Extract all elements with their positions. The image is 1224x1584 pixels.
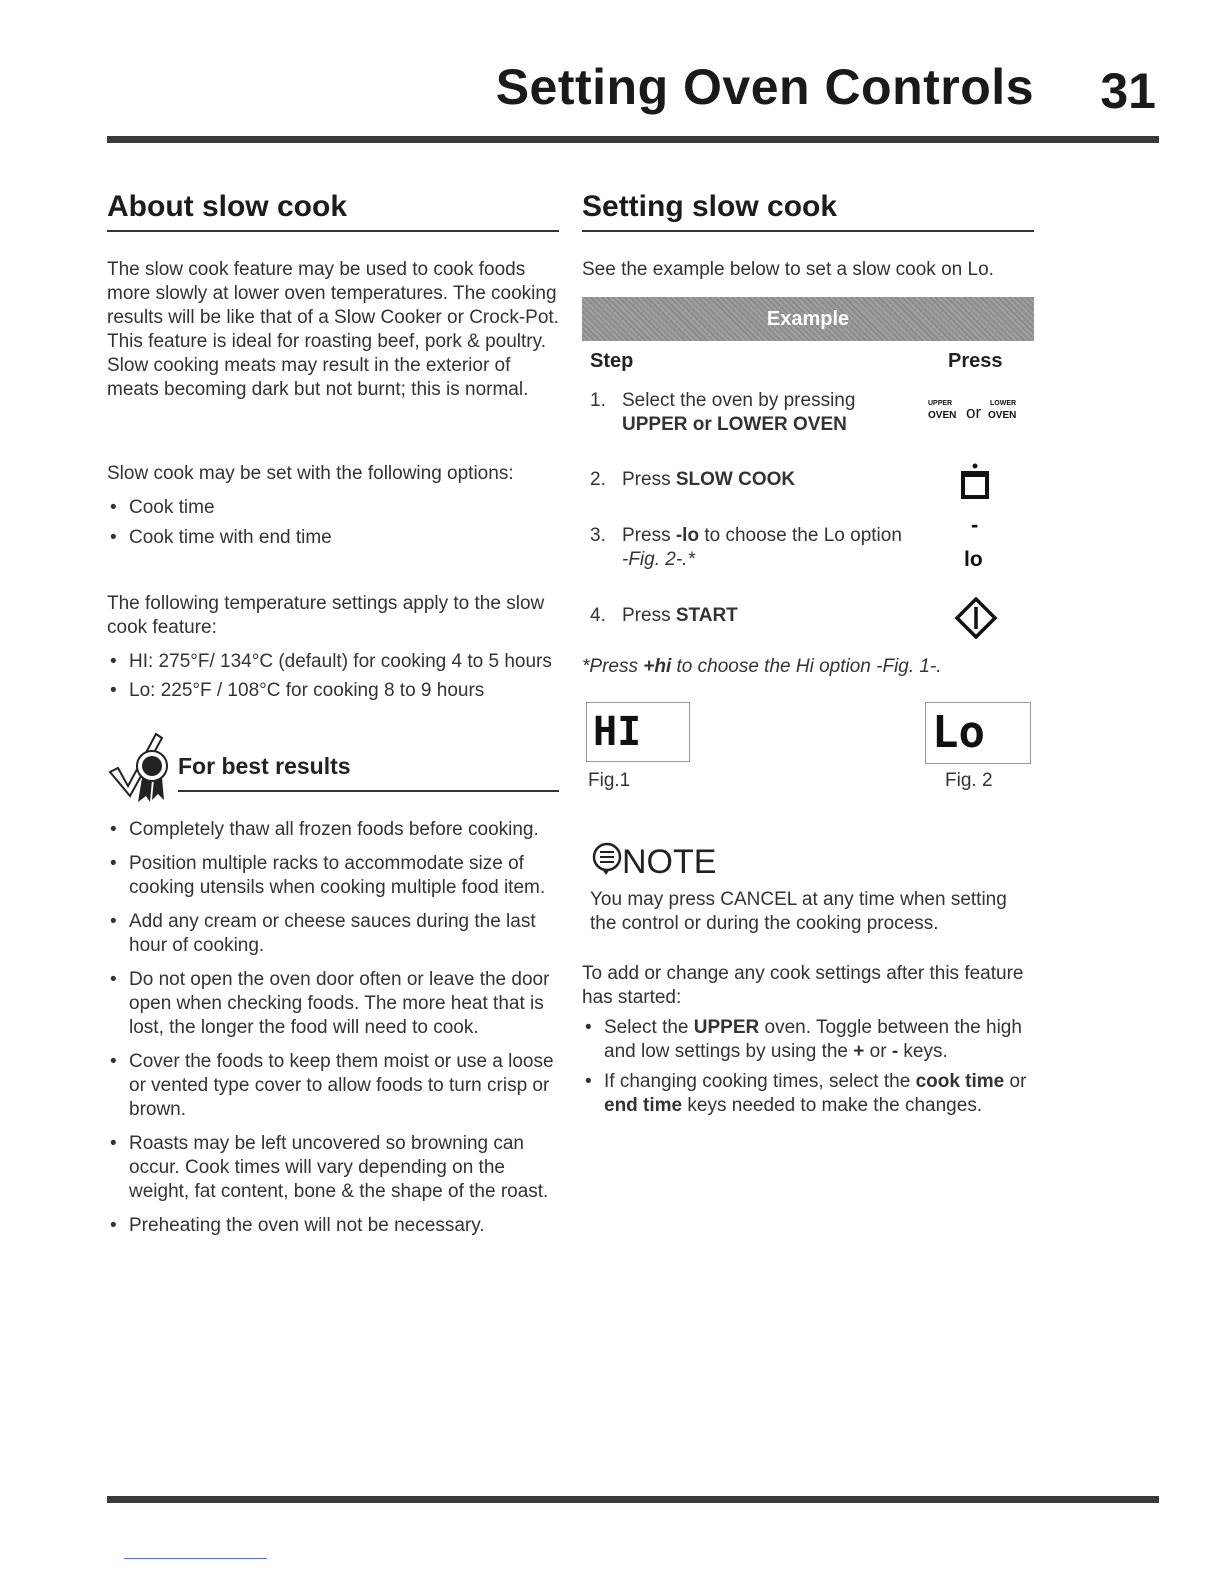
tip-text: Do not open the oven door often or leave the door open when checking foods. The more heat that is lost, the longer the food will need to cook. xyxy=(129,969,550,1038)
upper-lower-oven-keys xyxy=(928,398,1028,428)
options-block xyxy=(107,462,559,550)
footnote-text: *Press xyxy=(582,656,644,677)
list-item xyxy=(107,910,559,958)
lo-key: lo xyxy=(964,548,983,571)
bullet: • xyxy=(110,1215,117,1236)
step-text: Press xyxy=(622,605,676,626)
list-item xyxy=(107,818,559,842)
note-icon xyxy=(590,842,624,876)
example-header: Example xyxy=(582,297,1034,341)
list-item xyxy=(582,1016,1034,1064)
change-key: UPPER xyxy=(693,1017,760,1038)
start-icon xyxy=(955,597,997,639)
ribbon-check-icon xyxy=(106,728,174,804)
bullet: • xyxy=(110,651,117,672)
minus-key: - xyxy=(971,512,979,537)
step-key: -lo xyxy=(675,525,700,546)
step-number: 3. xyxy=(590,525,606,546)
upper-key-small: UPPER xyxy=(928,400,953,407)
bullet: • xyxy=(110,819,117,840)
list-item xyxy=(107,679,559,703)
bullet: • xyxy=(585,1017,592,1038)
setting-intro: See the example below to set a slow cook on Lo. xyxy=(582,259,994,280)
step-3 xyxy=(590,524,910,572)
about-title: About slow cook xyxy=(107,190,559,232)
step-text: Press xyxy=(622,525,676,546)
lower-key-small: LOWER xyxy=(990,400,1017,407)
upper-key-big: OVEN xyxy=(928,410,957,421)
setting-title: Setting slow cook xyxy=(582,190,1034,232)
step-text: to choose the Lo option xyxy=(699,525,902,546)
bullet: • xyxy=(110,969,117,990)
slow-cook-pot-icon xyxy=(957,462,993,500)
change-text: oven. Toggle between the high and low settings by using the xyxy=(604,1017,1022,1062)
bullet: • xyxy=(585,1071,592,1092)
step-4 xyxy=(590,604,910,628)
bullet: • xyxy=(110,497,117,518)
page-number: 31 xyxy=(1100,63,1156,119)
fig2-display xyxy=(925,702,1031,764)
option-text: Cook time xyxy=(129,497,215,518)
page-title: Setting Oven Controls xyxy=(495,59,1034,115)
fig1-display-text: HI xyxy=(593,709,642,755)
option-text: Cook time with end time xyxy=(129,527,332,548)
note-block xyxy=(590,888,1034,936)
footnote xyxy=(582,656,942,678)
setting-section xyxy=(582,190,1034,232)
end-time-key: end time xyxy=(604,1095,683,1116)
best-results-rule xyxy=(178,790,559,792)
about-section xyxy=(107,190,559,232)
about-intro-block xyxy=(107,258,559,402)
step-number: 2. xyxy=(590,469,606,490)
list-item xyxy=(107,1132,559,1204)
step-key: SLOW COOK xyxy=(675,469,796,490)
footer-link-line xyxy=(124,1558,267,1559)
footnote-key: +hi xyxy=(643,656,672,677)
col-press-header: Press xyxy=(948,350,1003,372)
bullet: • xyxy=(110,527,117,548)
bullet: • xyxy=(110,1051,117,1072)
cook-time-key: cook time xyxy=(915,1071,1005,1092)
change-text: or xyxy=(1004,1071,1027,1092)
options-list xyxy=(107,496,559,550)
change-text: If changing cooking times, select the xyxy=(604,1071,916,1092)
step-text: Press xyxy=(622,469,676,490)
lower-key-big: OVEN xyxy=(988,410,1017,421)
col-step-header: Step xyxy=(590,350,634,372)
step-text: Select the oven by pressing xyxy=(622,390,856,411)
temps-list xyxy=(107,650,559,703)
step-number: 1. xyxy=(590,390,606,411)
note-text: You may press CANCEL at any time when setting the control or during the cooking process. xyxy=(590,889,1007,934)
step-1 xyxy=(590,389,910,437)
step-fig-ref: -Fig. 2-.* xyxy=(622,549,695,570)
list-item xyxy=(582,1070,1034,1118)
tip-text: Cover the foods to keep them moist or use a loose or vented type cover to allow foods to turn crisp or brown. xyxy=(129,1051,554,1120)
list-item xyxy=(107,650,559,674)
about-intro: The slow cook feature may be used to cook foods more slowly at lower oven temperatures. The cooking results will be like that of a Slow Cooker or Crock-Pot. This feature is ideal for roasting beef, pork & poultry. Slow cooking meats may result in the exterior of meats becoming dark but not burnt; this is normal. xyxy=(107,259,559,400)
bullet: • xyxy=(110,680,117,701)
setting-intro-block xyxy=(582,258,1034,282)
temp-text: Lo: 225°F / 108°C for cooking 8 to 9 hours xyxy=(129,680,485,701)
note-title: NOTE xyxy=(622,843,717,881)
change-text: Select the xyxy=(604,1017,694,1038)
change-text: keys. xyxy=(898,1041,948,1062)
footnote-text: to choose the Hi option -Fig. 1-. xyxy=(671,656,942,677)
list-item xyxy=(107,526,559,550)
step-key: START xyxy=(675,605,738,626)
options-intro: Slow cook may be set with the following options: xyxy=(107,463,514,484)
list-item xyxy=(107,1214,559,1238)
tip-text: Add any cream or cheese sauces during the last hour of cooking. xyxy=(129,911,536,956)
temps-block xyxy=(107,592,559,703)
fig1-display xyxy=(586,702,690,762)
tip-text: Roasts may be left uncovered so browning can occur. Cook times will vary depending on the weight, fat content, bone & the shape of the roast. xyxy=(129,1133,549,1202)
step-key: UPPER or LOWER OVEN xyxy=(622,414,847,435)
best-results-list xyxy=(107,818,559,1238)
fig2-display-text: Lo xyxy=(932,707,985,758)
list-item xyxy=(107,852,559,900)
change-intro: To add or change any cook settings after this feature has started: xyxy=(582,963,1024,1008)
fig1-caption: Fig.1 xyxy=(588,770,631,791)
header-rule xyxy=(107,136,1159,143)
fig2-caption: Fig. 2 xyxy=(945,770,993,791)
best-results-block xyxy=(107,818,559,1238)
list-item xyxy=(107,496,559,520)
change-block xyxy=(582,962,1034,1118)
list-item xyxy=(107,968,559,1040)
bullet: • xyxy=(110,853,117,874)
change-text: keys needed to make the changes. xyxy=(682,1095,983,1116)
change-list xyxy=(582,1016,1034,1118)
minus-key: - xyxy=(891,1041,899,1062)
tip-text: Preheating the oven will not be necessary. xyxy=(129,1215,485,1236)
tip-text: Position multiple racks to accommodate size of cooking utensils when cooking multiple food item. xyxy=(129,853,546,898)
temp-text: HI: 275°F/ 134°C (default) for cooking 4 to 5 hours xyxy=(129,651,552,672)
temps-intro: The following temperature settings apply to the slow cook feature: xyxy=(107,593,545,638)
step-number: 4. xyxy=(590,605,606,626)
footer-rule xyxy=(107,1496,1159,1503)
best-results-title: For best results xyxy=(178,753,351,779)
plus-key: + xyxy=(853,1041,865,1062)
list-item xyxy=(107,1050,559,1122)
tip-text: Completely thaw all frozen foods before cooking. xyxy=(129,819,539,840)
bullet: • xyxy=(110,1133,117,1154)
or-text: or xyxy=(966,403,982,422)
step-2 xyxy=(590,468,910,492)
change-text: or xyxy=(864,1041,892,1062)
bullet: • xyxy=(110,911,117,932)
